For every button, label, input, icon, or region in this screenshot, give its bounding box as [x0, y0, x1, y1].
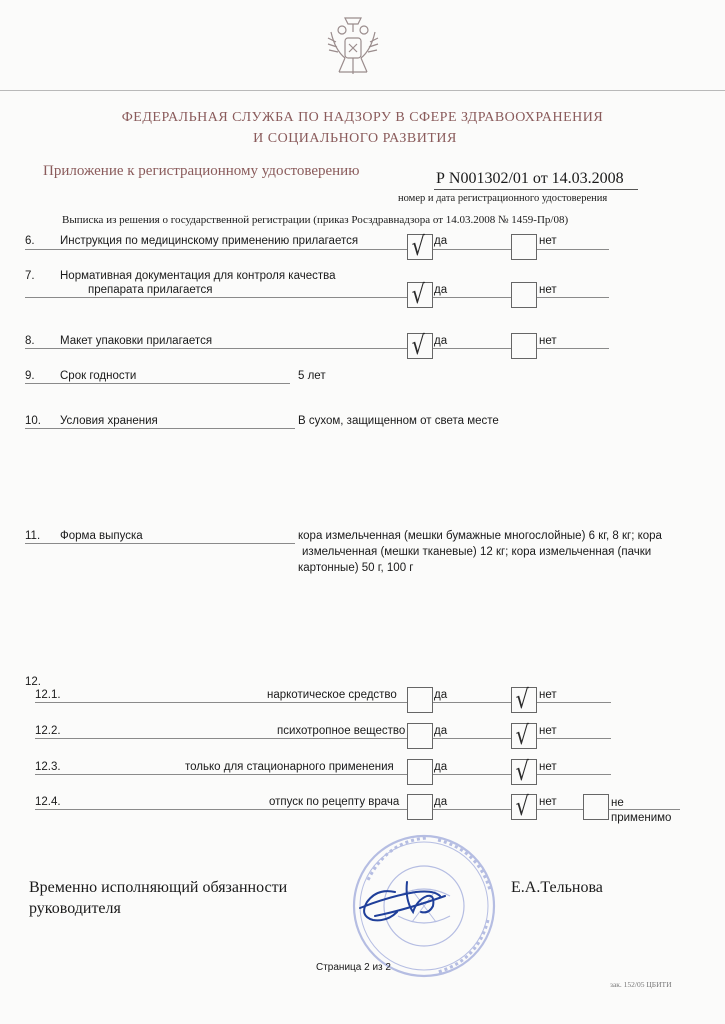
item-12-4-yes-label: да	[434, 796, 448, 808]
item-6-yes-label: да	[434, 235, 448, 247]
item-7-yes-label: да	[434, 284, 448, 296]
item-6-no-label: нет	[539, 235, 557, 247]
item-12-4-no-check-mark: √	[515, 792, 529, 822]
decision-extract: Выписка из решения о государственной регистрации (приказ Росздравнадзора от 14.03.2008 № 1459-Пр/08)	[62, 214, 569, 226]
item-6-label: Инструкция по медицинскому применению прилагается	[60, 235, 359, 247]
item-7-no-label: нет	[539, 284, 557, 296]
item-12-1-label: наркотическое средство	[267, 689, 397, 701]
coat-of-arms-icon	[325, 12, 381, 84]
item-12-3-no-check-mark: √	[515, 757, 529, 787]
signatory-position-line1: Временно исполняющий обязанности	[29, 879, 288, 896]
item-11-value-line2: измельченная (мешки тканевые) 12 кг; кора измельченная (пачки	[302, 546, 652, 558]
item-11-number: 11.	[25, 530, 41, 542]
reg-number-underline	[434, 189, 638, 190]
item-11-label: Форма выпуска	[60, 530, 143, 542]
item-12-4-no-label: нет	[539, 796, 557, 808]
item-12-1-no-check-mark: √	[515, 685, 529, 715]
item-7-label-line2: препарата прилагается	[88, 284, 213, 296]
item-12-4-not-applicable-line2: применимо	[611, 812, 672, 824]
item-9-value: 5 лет	[298, 370, 326, 382]
item-7-number: 7.	[25, 270, 35, 282]
item-12-4-yes-checkbox[interactable]	[407, 794, 433, 820]
item-12-3-yes-checkbox[interactable]	[407, 759, 433, 785]
print-code: зак. 152/05 ЦБИТИ	[610, 980, 672, 989]
registration-caption: номер и дата регистрационного удостоверения	[398, 193, 608, 204]
item-12-3-yes-label: да	[434, 761, 448, 773]
item-12-4-not-applicable-line1: не	[611, 797, 624, 809]
item-12-1-no-label: нет	[539, 689, 557, 701]
handwritten-signature-icon	[355, 870, 455, 930]
item-7-label-line1: Нормативная документация для контроля качества	[60, 270, 336, 282]
item-12-4-not-applicable-checkbox[interactable]	[583, 794, 609, 820]
item-6-yes-check-mark: √	[411, 232, 425, 262]
agency-name-line2: И СОЦИАЛЬНОГО РАЗВИТИЯ	[253, 131, 457, 146]
item-7-yes-check-mark: √	[411, 280, 425, 310]
item-12-2-number: 12.2.	[35, 725, 61, 737]
item-10-number: 10.	[25, 415, 41, 427]
item-6-number: 6.	[25, 235, 35, 247]
item-12-2-no-check-mark: √	[515, 721, 529, 751]
item-12-4-number: 12.4.	[35, 796, 61, 808]
item-11-value-line1: кора измельченная (мешки бумажные многослойные) 6 кг, 8 кг; кора	[298, 530, 662, 542]
item-10-line	[25, 428, 295, 429]
item-11-line	[25, 543, 295, 544]
registration-number: Р N001302/01 от 14.03.2008	[436, 170, 624, 187]
item-8-no-checkbox[interactable]	[511, 333, 537, 359]
signatory-name: Е.А.Тельнова	[511, 879, 603, 896]
item-8-label: Макет упаковки прилагается	[60, 335, 213, 347]
item-12-1-yes-checkbox[interactable]	[407, 687, 433, 713]
item-12-4-label: отпуск по рецепту врача	[269, 796, 400, 808]
item-10-label: Условия хранения	[60, 415, 158, 427]
item-11-value-line3: картонные) 50 г, 100 г	[298, 562, 414, 574]
item-6-no-checkbox[interactable]	[511, 234, 537, 260]
item-7-no-checkbox[interactable]	[511, 282, 537, 308]
item-12-1-yes-label: да	[434, 689, 448, 701]
item-10-value: В сухом, защищенном от света месте	[298, 415, 499, 427]
appendix-title: Приложение к регистрационному удостоверению	[43, 163, 360, 179]
item-12-1-number: 12.1.	[35, 689, 61, 701]
agency-name-line1: ФЕДЕРАЛЬНАЯ СЛУЖБА ПО НАДЗОРУ В СФЕРЕ ЗДРАВООХРАНЕНИЯ	[121, 110, 604, 125]
item-12-3-number: 12.3.	[35, 761, 61, 773]
item-12-2-yes-label: да	[434, 725, 448, 737]
page-number: Страница 2 из 2	[316, 962, 391, 973]
item-9-number: 9.	[25, 370, 35, 382]
header-rule	[0, 90, 725, 91]
item-12-2-label: психотропное вещество	[277, 725, 406, 737]
item-12-number: 12.	[25, 676, 41, 688]
item-12-2-yes-checkbox[interactable]	[407, 723, 433, 749]
item-8-no-label: нет	[539, 335, 557, 347]
signatory-position-line2: руководителя	[29, 900, 121, 917]
item-12-2-no-label: нет	[539, 725, 557, 737]
item-12-3-no-label: нет	[539, 761, 557, 773]
item-9-label: Срок годности	[60, 370, 137, 382]
item-8-yes-check-mark: √	[411, 331, 425, 361]
item-8-yes-label: да	[434, 335, 448, 347]
item-8-number: 8.	[25, 335, 35, 347]
item-12-3-label: только для стационарного применения	[185, 761, 394, 773]
item-9-line	[25, 383, 290, 384]
